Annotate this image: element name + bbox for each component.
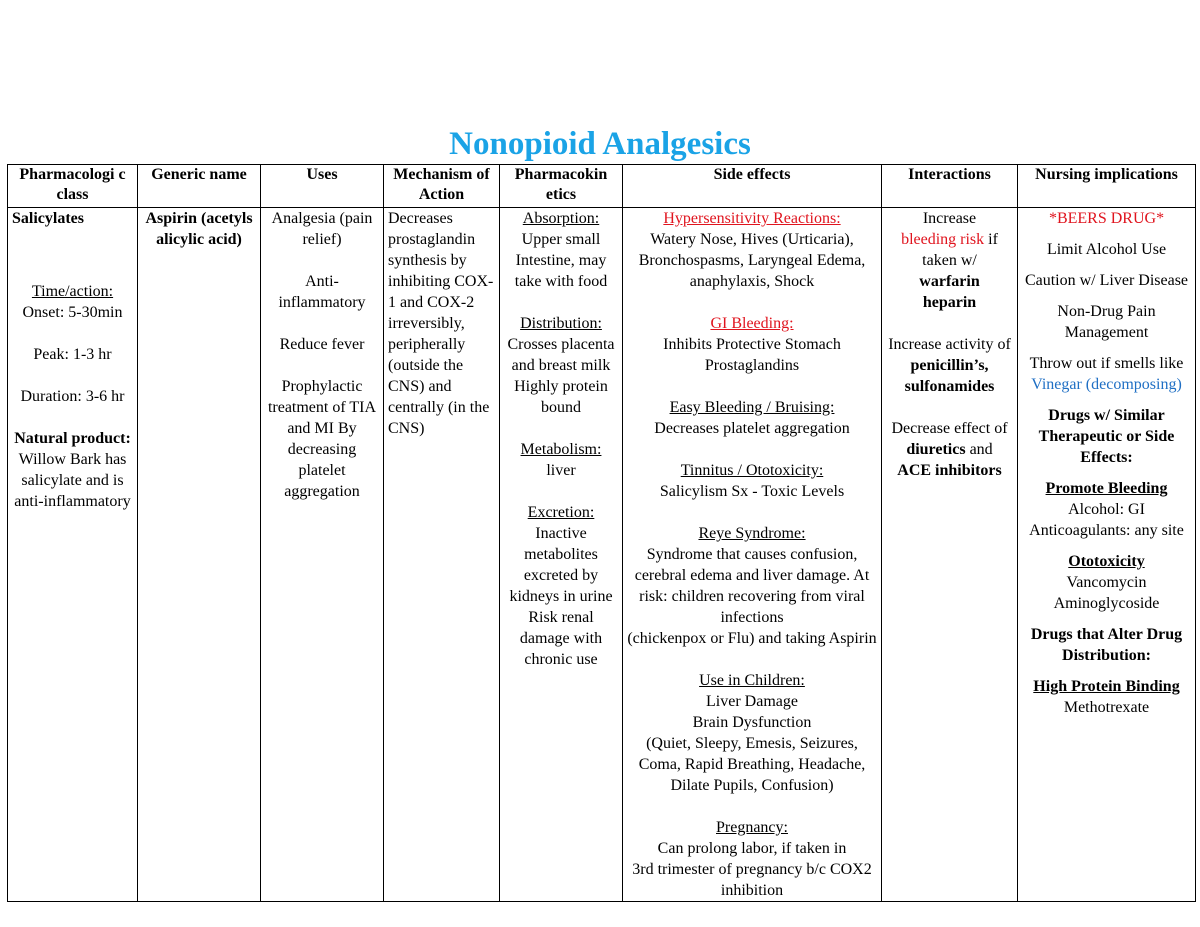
absorption-text: Upper small Intestine, may take with food	[514, 231, 608, 290]
use-analgesia: Analgesia (pain relief)	[271, 210, 373, 248]
nursing-text: Throw out if smells like	[1029, 355, 1184, 372]
easy-bleeding-label: Easy Bleeding / Bruising:	[669, 399, 835, 416]
peak-text: Peak: 1-3 hr	[33, 346, 112, 363]
promote-bleeding-label: Promote Bleeding	[1045, 480, 1168, 497]
nursing-pain: Non-Drug Pain Management	[1057, 303, 1156, 341]
children-text-1: Liver Damage	[706, 693, 798, 710]
protein-binding-label: High Protein Binding	[1033, 678, 1180, 695]
interaction-decrease	[886, 418, 1013, 481]
cell-generic-name	[138, 208, 261, 902]
distribution-text: Crosses placenta and breast milk Highly protein bound	[507, 336, 615, 416]
interaction-drug: penicillin’s,	[910, 357, 989, 374]
interaction-text: Decrease effect of	[891, 420, 1008, 437]
tinnitus-label: Tinnitus / Ototoxicity:	[680, 462, 824, 479]
excretion-label: Excretion:	[527, 504, 595, 521]
nursing-liver: Caution w/ Liver Disease	[1024, 272, 1189, 289]
ototoxicity-label: Ototoxicity	[1068, 553, 1145, 570]
nursing-highlight: Vinegar (decomposing)	[1031, 376, 1182, 393]
interaction-text: and	[969, 441, 993, 458]
header-mechanism: Mechanism of Action	[384, 165, 500, 208]
nursing-alcohol: Limit Alcohol Use	[1046, 241, 1167, 258]
duration-text: Duration: 3-6 hr	[20, 388, 125, 405]
cell-pharmacokinetics	[500, 208, 623, 902]
interaction-text: Increase activity of	[888, 336, 1011, 353]
header-row	[8, 165, 1196, 208]
pregnancy-text-1: Can prolong labor, if taken in	[657, 840, 847, 857]
ototoxicity-2: Aminoglycoside	[1053, 595, 1160, 612]
cell-nursing	[1018, 208, 1196, 902]
header-interactions: Interactions	[882, 165, 1018, 208]
ototoxicity-1: Vancomycin	[1066, 574, 1147, 591]
metabolism-text: liver	[546, 462, 576, 479]
pregnancy-label: Pregnancy:	[716, 819, 788, 836]
interaction-bleeding	[886, 208, 1013, 313]
interaction-text: if taken w/	[922, 231, 998, 269]
use-anti-inflammatory: Anti-inflammatory	[278, 273, 366, 311]
interaction-activity	[886, 334, 1013, 397]
interaction-drug: diuretics	[906, 441, 966, 458]
reye-text-2: (chickenpox or Flu) and taking Aspirin	[627, 630, 877, 647]
gi-bleeding-label: GI Bleeding:	[710, 315, 794, 332]
use-prophylactic: Prophylactic treatment of TIA and MI By decreasing platelet aggregation	[267, 378, 377, 500]
tinnitus-text: Salicylism Sx - Toxic Levels	[659, 483, 845, 500]
cell-side-effects	[623, 208, 882, 902]
children-label: Use in Children:	[699, 672, 805, 689]
distribution-label: Distribution:	[520, 315, 602, 332]
children-text-2: Brain Dysfunction	[692, 714, 812, 731]
easy-bleeding-text: Decreases platelet aggregation	[654, 420, 850, 437]
promote-bleeding-1: Alcohol: GI	[1068, 501, 1145, 518]
use-reduce-fever: Reduce fever	[279, 336, 365, 353]
interaction-drug: warfarin	[919, 273, 980, 290]
interaction-text: Increase	[922, 210, 977, 227]
interaction-drug: sulfonamides	[904, 378, 995, 395]
alter-distribution-heading: Drugs that Alter Drug Distribution:	[1030, 626, 1183, 664]
natural-product-text: Willow Bark has salicylate and is anti-inflammatory	[14, 451, 131, 510]
header-uses: Uses	[261, 165, 384, 208]
generic-drug-name: Aspirin (acetylsalicylic acid)	[145, 210, 253, 248]
interaction-highlight: bleeding risk	[901, 231, 985, 248]
cell-mechanism	[384, 208, 500, 902]
table-row	[8, 208, 1196, 902]
header-pharmacokinetics: Pharmacokin etics	[500, 165, 623, 208]
natural-product-label: Natural product:	[14, 430, 131, 447]
cell-pharm-class	[8, 208, 138, 902]
cell-uses	[261, 208, 384, 902]
time-action-label: Time/action:	[31, 283, 114, 300]
hypersensitivity-label: Hypersensitivity Reactions:	[663, 210, 841, 227]
hypersensitivity-text: Watery Nose, Hives (Urticaria), Bronchospasms, Laryngeal Edema, anaphylaxis, Shock	[638, 231, 866, 290]
interaction-drug: heparin	[922, 294, 977, 311]
drug-table	[7, 164, 1196, 902]
absorption-label: Absorption:	[522, 210, 600, 227]
header-nursing: Nursing implications	[1018, 165, 1196, 208]
reye-text: Syndrome that causes confusion, cerebral edema and liver damage. At risk: children recovering from viral infections	[634, 546, 870, 626]
metabolism-label: Metabolism:	[520, 441, 602, 458]
header-side-effects: Side effects	[623, 165, 882, 208]
excretion-text: Inactive metabolites excreted by kidneys in urine Risk renal damage with chronic use	[509, 525, 613, 668]
similar-effects-heading: Drugs w/ Similar Therapeutic or Side Effects:	[1038, 407, 1175, 466]
promote-bleeding-2: Anticoagulants: any site	[1029, 522, 1184, 539]
page-title: Nonopioid Analgesics	[449, 126, 751, 162]
interaction-drug: ACE inhibitors	[897, 462, 1002, 479]
onset-text: Onset: 5-30min	[22, 304, 123, 321]
header-generic-name: Generic name	[138, 165, 261, 208]
pregnancy-text-2: 3rd trimester of pregnancy b/c COX2 inhibition	[632, 861, 872, 899]
mechanism-text: Decreases prostaglandin synthesis by inhibiting COX-1 and COX-2 irreversibly, peripherally (outside the CNS) and centrally (in the CNS)	[388, 210, 494, 437]
class-name: Salicylates	[12, 210, 84, 227]
cell-interactions	[882, 208, 1018, 902]
gi-bleeding-text: Inhibits Protective Stomach Prostaglandins	[663, 336, 841, 374]
beers-drug-label: *BEERS DRUG*	[1048, 210, 1165, 227]
protein-binding-1: Methotrexate	[1063, 699, 1150, 716]
nursing-vinegar	[1022, 353, 1191, 395]
children-text-3: (Quiet, Sleepy, Emesis, Seizures, Coma, Rapid Breathing, Headache, Dilate Pupils, Confusion)	[638, 735, 866, 794]
header-pharm-class: Pharmacologi c class	[8, 165, 138, 208]
reye-label: Reye Syndrome:	[698, 525, 806, 542]
